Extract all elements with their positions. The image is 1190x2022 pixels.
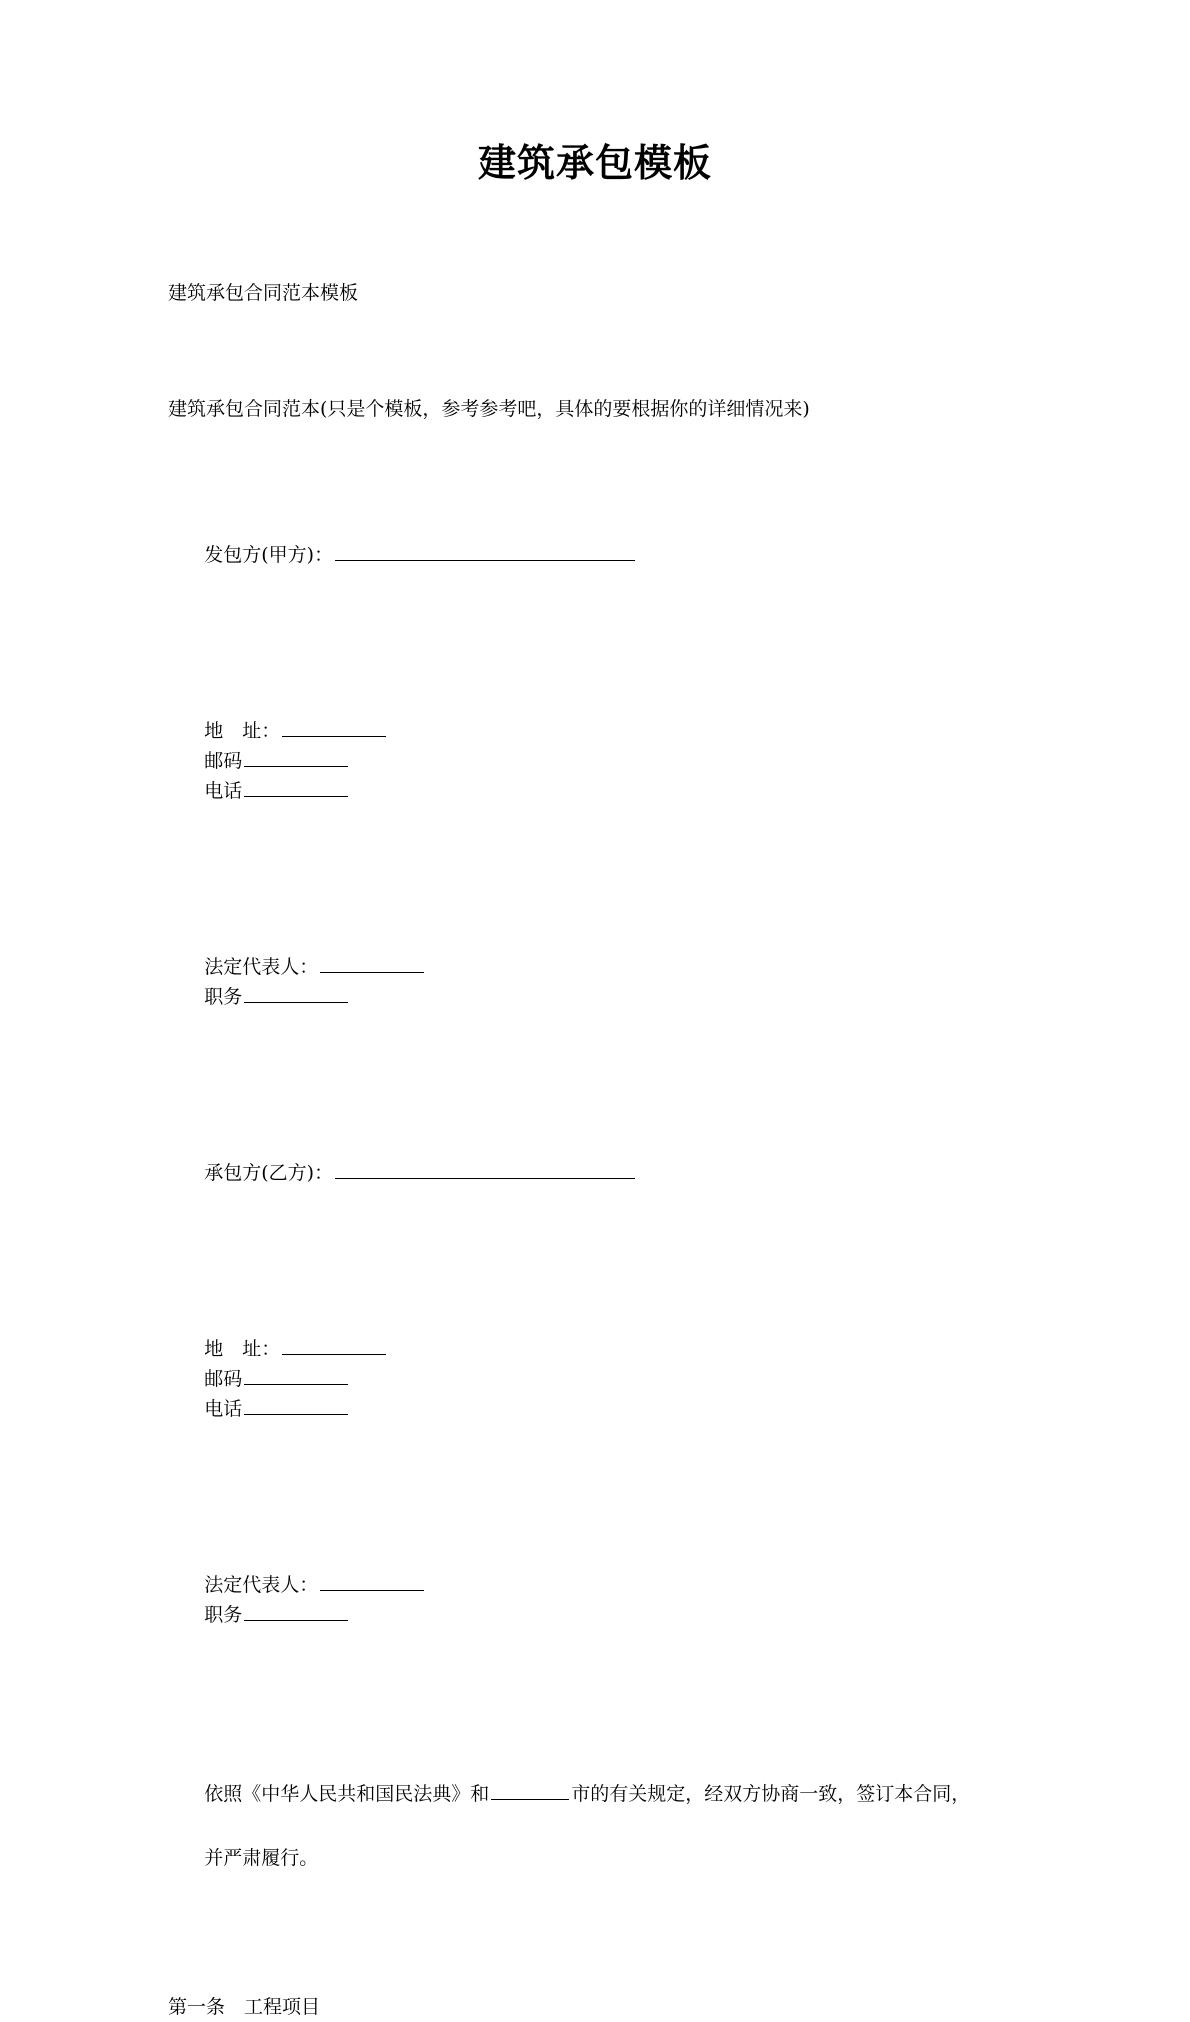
party-b-name-line bbox=[168, 1128, 1022, 1218]
spacer bbox=[168, 186, 1022, 278]
preamble-text-after: 市的有关规定，经双方协商一致，签订本合同， bbox=[571, 1782, 971, 1805]
party-b-phone-label: 电话 bbox=[204, 1397, 243, 1420]
party-b-postcode-label: 邮码 bbox=[204, 1367, 243, 1390]
party-a-legal-rep-line bbox=[168, 922, 1022, 1042]
party-a-phone-label: 电话 bbox=[204, 779, 243, 802]
party-a-name-label: 发包方(甲方)： bbox=[204, 543, 334, 566]
party-b-phone-blank[interactable] bbox=[244, 1396, 348, 1415]
party-a-postcode-label: 邮码 bbox=[204, 749, 243, 772]
party-b-position-label: 职务 bbox=[204, 1603, 243, 1626]
party-a-legal-rep-blank[interactable] bbox=[320, 954, 424, 973]
party-b-postcode-blank[interactable] bbox=[244, 1366, 348, 1385]
article-one-heading: 第一条 工程项目 bbox=[168, 1995, 321, 2018]
party-a-position-blank[interactable] bbox=[244, 984, 348, 1003]
party-b-legal-rep-blank[interactable] bbox=[320, 1572, 424, 1591]
spacer bbox=[168, 308, 1022, 394]
party-b-legal-rep-line bbox=[168, 1540, 1022, 1660]
party-b-address-blank[interactable] bbox=[282, 1336, 386, 1355]
spacer bbox=[168, 1906, 1022, 1992]
spacer bbox=[168, 600, 1022, 686]
spacer bbox=[168, 1218, 1022, 1304]
spacer bbox=[168, 1454, 1022, 1540]
party-a-legal-rep-label: 法定代表人： bbox=[204, 955, 319, 978]
party-a-address-label: 地 址： bbox=[204, 719, 281, 742]
party-a-address-blank[interactable] bbox=[282, 718, 386, 737]
party-a-address-line bbox=[168, 686, 1022, 836]
spacer bbox=[168, 836, 1022, 922]
document-body bbox=[168, 0, 1022, 2022]
party-a-phone-blank[interactable] bbox=[244, 778, 348, 797]
spacer bbox=[168, 424, 1022, 510]
party-a-name-line bbox=[168, 510, 1022, 600]
party-b-position-blank[interactable] bbox=[244, 1602, 348, 1621]
document-intro-note: 建筑承包合同范本(只是个模板，参考参考吧，具体的要根据你的详细情况来) bbox=[168, 397, 810, 420]
preamble-city-blank[interactable] bbox=[491, 1781, 569, 1800]
party-b-name-blank[interactable] bbox=[335, 1160, 635, 1179]
party-b-legal-rep-label: 法定代表人： bbox=[204, 1573, 319, 1596]
preamble-text-before: 依照《中华人民共和国民法典》和 bbox=[204, 1782, 490, 1805]
party-b-name-label: 承包方(乙方)： bbox=[204, 1161, 334, 1184]
party-a-name-blank[interactable] bbox=[335, 542, 635, 561]
document-subtitle: 建筑承包合同范本模板 bbox=[168, 281, 359, 304]
party-a-position-label: 职务 bbox=[204, 985, 243, 1008]
preamble-paragraph bbox=[168, 1746, 1022, 1906]
preamble-text-line2: 并严肃履行。 bbox=[204, 1846, 319, 1869]
spacer bbox=[168, 1660, 1022, 1746]
party-b-address-line bbox=[168, 1304, 1022, 1454]
spacer bbox=[168, 1042, 1022, 1128]
page-title: 建筑承包模板 bbox=[477, 140, 712, 185]
party-b-address-label: 地 址： bbox=[204, 1337, 281, 1360]
party-a-postcode-blank[interactable] bbox=[244, 748, 348, 767]
